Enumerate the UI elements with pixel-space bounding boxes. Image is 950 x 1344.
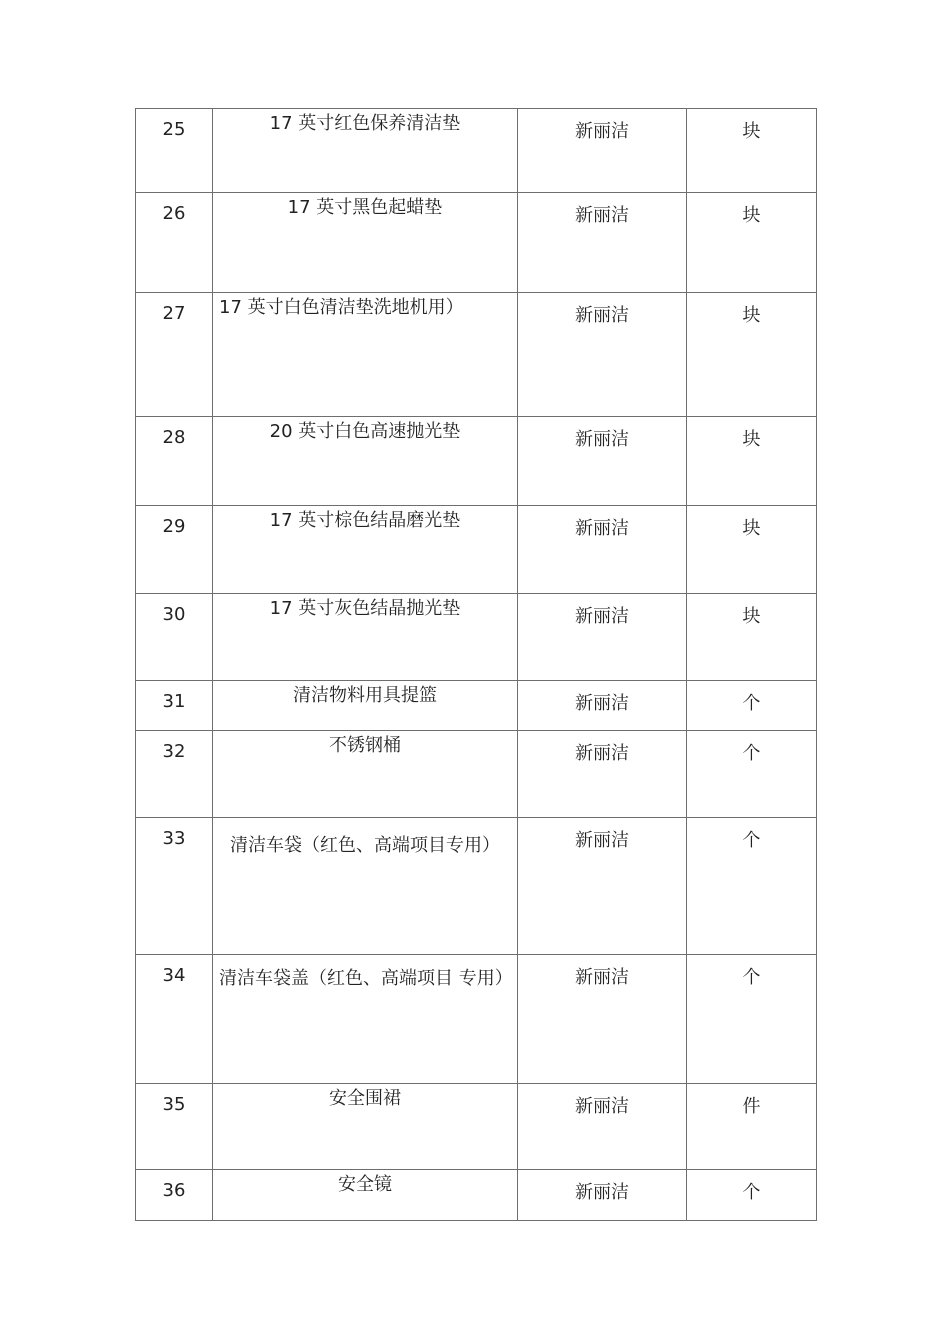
row-number: 31 — [136, 681, 213, 731]
item-name: 清洁车袋（红色、高端项目专用） — [213, 818, 518, 955]
item-brand: 新丽洁 — [518, 681, 687, 731]
item-unit: 个 — [687, 955, 817, 1084]
item-brand: 新丽洁 — [518, 955, 687, 1084]
item-unit: 块 — [687, 109, 817, 193]
item-name: 20 英寸白色高速抛光垫 — [213, 417, 518, 506]
row-number: 35 — [136, 1084, 213, 1170]
row-number: 34 — [136, 955, 213, 1084]
item-brand: 新丽洁 — [518, 417, 687, 506]
table-row — [136, 1084, 817, 1170]
item-unit: 个 — [687, 731, 817, 818]
item-unit: 块 — [687, 193, 817, 293]
item-unit: 个 — [687, 681, 817, 731]
item-unit: 块 — [687, 506, 817, 594]
table-row — [136, 681, 817, 731]
row-number: 33 — [136, 818, 213, 955]
item-name: 安全镜 — [213, 1170, 518, 1221]
row-number: 30 — [136, 594, 213, 681]
item-name: 17 英寸黑色起蜡垫 — [213, 193, 518, 293]
row-number: 27 — [136, 293, 213, 417]
item-unit: 个 — [687, 818, 817, 955]
item-brand: 新丽洁 — [518, 193, 687, 293]
item-unit: 块 — [687, 417, 817, 506]
item-unit: 件 — [687, 1084, 817, 1170]
table-row — [136, 594, 817, 681]
item-name: 安全围裙 — [213, 1084, 518, 1170]
row-number: 36 — [136, 1170, 213, 1221]
product-table — [135, 108, 817, 1221]
table-row — [136, 818, 817, 955]
item-brand: 新丽洁 — [518, 293, 687, 417]
item-name: 不锈钢桶 — [213, 731, 518, 818]
table-row — [136, 955, 817, 1084]
item-unit: 个 — [687, 1170, 817, 1221]
table-row — [136, 506, 817, 594]
item-brand: 新丽洁 — [518, 506, 687, 594]
item-name: 17 英寸棕色结晶磨光垫 — [213, 506, 518, 594]
item-brand: 新丽洁 — [518, 594, 687, 681]
row-number: 28 — [136, 417, 213, 506]
row-number: 32 — [136, 731, 213, 818]
table-row — [136, 417, 817, 506]
row-number: 25 — [136, 109, 213, 193]
table-row — [136, 1170, 817, 1221]
row-number: 26 — [136, 193, 213, 293]
item-brand: 新丽洁 — [518, 1084, 687, 1170]
item-unit: 块 — [687, 594, 817, 681]
item-brand: 新丽洁 — [518, 731, 687, 818]
table-row — [136, 109, 817, 193]
item-name: 17 英寸红色保养清洁垫 — [213, 109, 518, 193]
item-name: 17 英寸灰色结晶抛光垫 — [213, 594, 518, 681]
item-brand: 新丽洁 — [518, 1170, 687, 1221]
table-row — [136, 731, 817, 818]
item-brand: 新丽洁 — [518, 818, 687, 955]
item-brand: 新丽洁 — [518, 109, 687, 193]
item-name: 清洁物料用具提篮 — [213, 681, 518, 731]
item-name: 清洁车袋盖（红色、高端项目 专用） — [213, 955, 518, 1084]
item-name: 17 英寸白色清洁垫洗地机用） — [213, 293, 518, 417]
row-number: 29 — [136, 506, 213, 594]
table-row — [136, 193, 817, 293]
table-row — [136, 293, 817, 417]
item-unit: 块 — [687, 293, 817, 417]
